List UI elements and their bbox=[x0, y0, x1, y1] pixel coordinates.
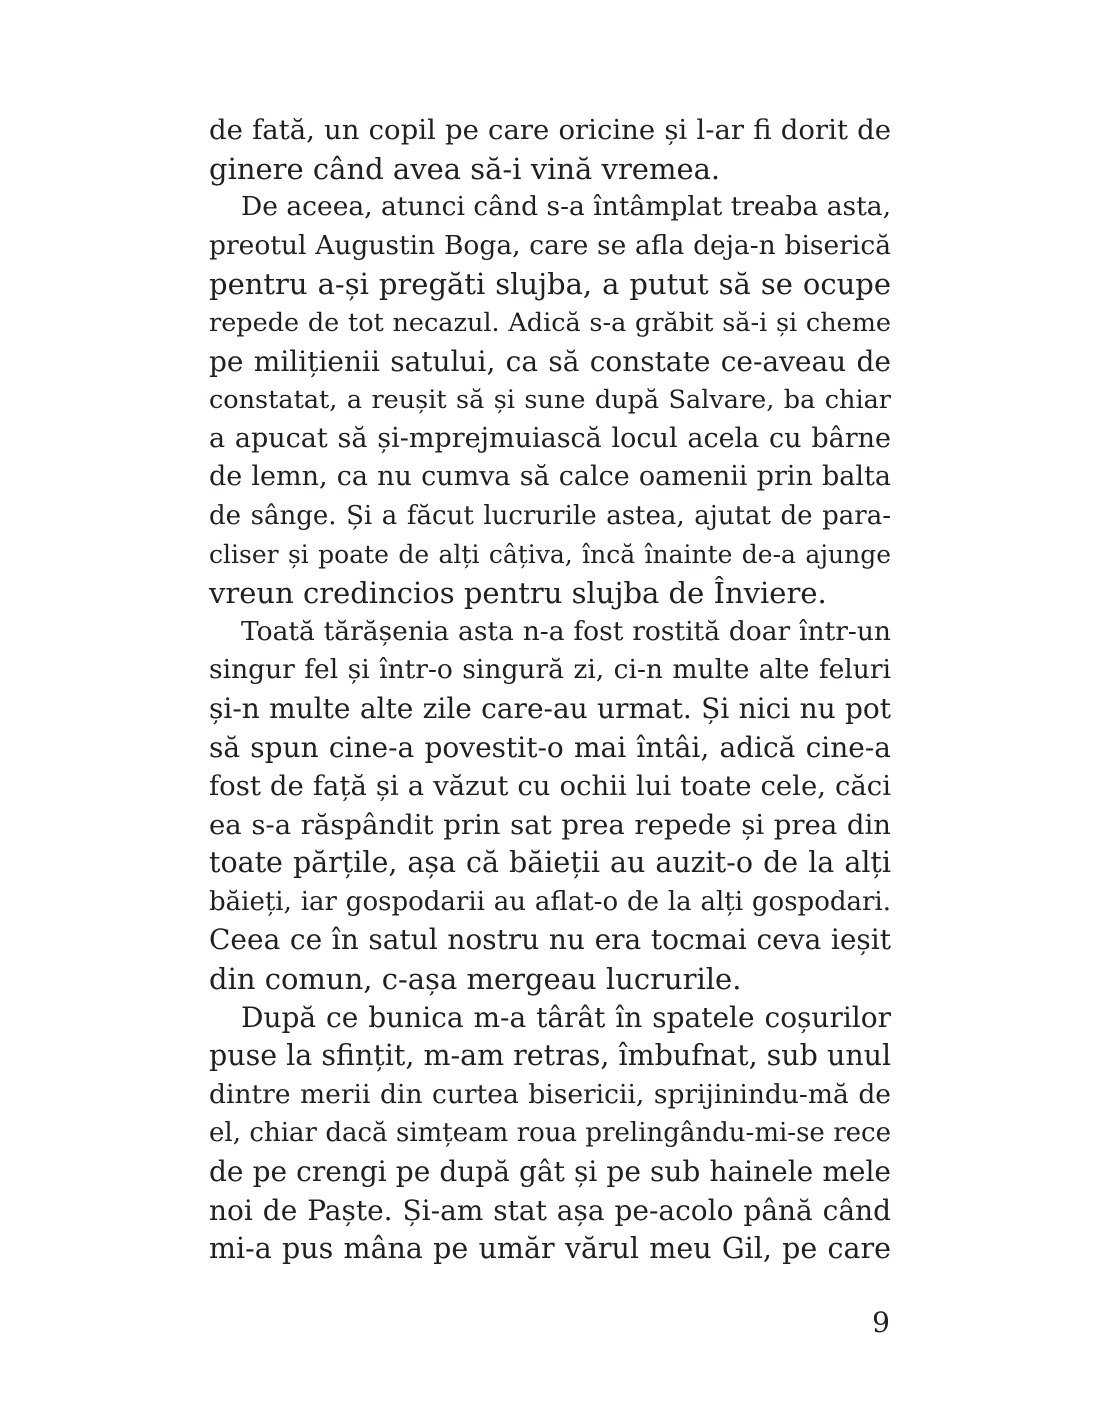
text-line: puse la sfințit, m-am retras, îmbufnat, sub unul bbox=[209, 1039, 892, 1073]
text-line: de pe crengi pe după gât și pe sub hainele mele bbox=[209, 1155, 891, 1189]
text-line: constatat, a reușit să și sune după Salvare, ba chiar bbox=[209, 385, 891, 416]
text-line: ginere când avea să-i vină vremea. bbox=[209, 151, 721, 186]
text-line: După ce bunica m-a târât în spatele coșurilor bbox=[241, 1000, 891, 1034]
text-line: din comun, c-așa mergeau lucrurile. bbox=[209, 962, 742, 997]
text-line: a apucat să și-mprejmuiască locul acela cu bârne bbox=[209, 422, 891, 454]
text-line: singur fel și într-o singură zi, ci-n multe alte feluri bbox=[209, 654, 891, 686]
text-line: toate părțile, așa că băieții au auzit-o de la alți bbox=[209, 846, 891, 880]
text-line: noi de Paște. Și-am stat așa pe-acolo până când bbox=[209, 1193, 891, 1227]
text-line: Toată tărășenia asta n-a fost rostită doar într-un bbox=[241, 615, 891, 647]
body-text bbox=[209, 111, 891, 1269]
text-line: ea s-a răspândit prin sat prea repede și prea din bbox=[209, 808, 891, 841]
text-line: repede de tot necazul. Adică s-a grăbit să-i și cheme bbox=[209, 307, 891, 338]
text-line: și-n multe alte zile care-au urmat. Și nici nu pot bbox=[209, 691, 891, 725]
text-line: să spun cine-a povestit-o mai întâi, adică cine-a bbox=[209, 730, 891, 764]
text-line: fost de față și a văzut cu ochii lui toate cele, căci bbox=[209, 770, 891, 803]
text-line: de sânge. Și a făcut lucrurile astea, ajutat de para- bbox=[209, 500, 891, 531]
text-line: mi-a pus mâna pe umăr vărul meu Gil, pe care bbox=[209, 1232, 891, 1266]
text-line: dintre merii din curtea bisericii, sprijinindu-mă de bbox=[209, 1078, 891, 1110]
text-line: el, chiar dacă simțeam roua prelingându-mi-se rece bbox=[209, 1118, 891, 1149]
text-line: de lemn, ca nu cumva să calce oamenii prin balta bbox=[209, 461, 891, 493]
text-line: băieți, iar gospodarii au aflat-o de la alți gospodari. bbox=[209, 886, 891, 917]
text-line: cliser și poate de alți câțiva, încă înainte de-a ajunge bbox=[209, 539, 891, 569]
text-line: Ceea ce în satul nostru nu era tocmai ceva ieșit bbox=[209, 923, 891, 957]
text-line: De aceea, atunci când s-a întâmplat treaba asta, bbox=[241, 191, 891, 223]
text-line: preotul Augustin Boga, care se afla deja-n biserică bbox=[209, 229, 891, 261]
text-line: de fată, un copil pe care oricine și l-ar fi dorit de bbox=[209, 114, 891, 146]
page-number: 9 bbox=[872, 1306, 890, 1339]
text-line: vreun credincios pentru slujba de Înviere. bbox=[209, 576, 827, 611]
text-line: pentru a-și pregăti slujba, a putut să se ocupe bbox=[209, 267, 891, 302]
text-line: pe milițienii satului, ca să constate ce-aveau de bbox=[209, 344, 891, 378]
